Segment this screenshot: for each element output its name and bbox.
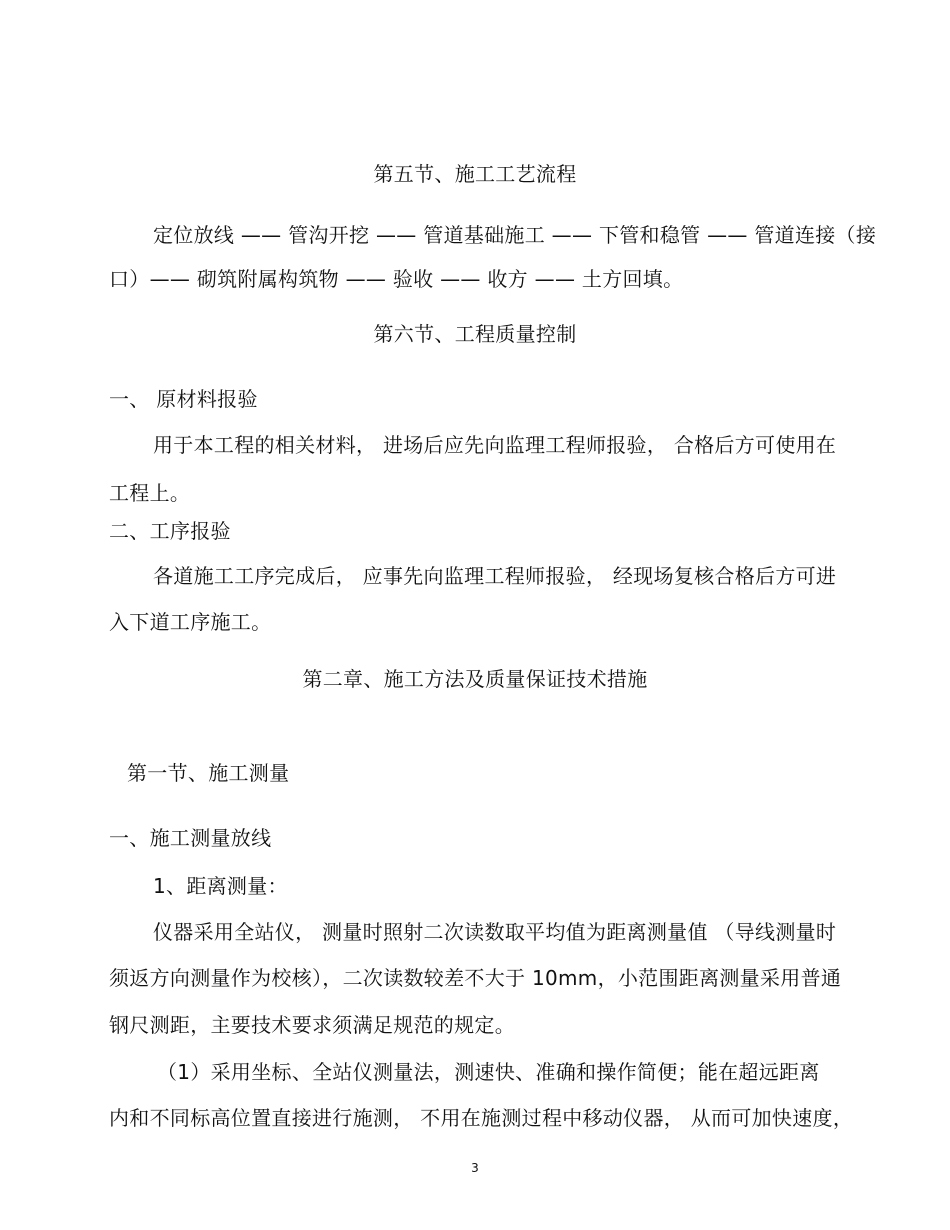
method-1-line-1: （1）采用坐标、全站仪测量法，测速快、准确和操作简便；能在超远距离 <box>157 1060 820 1084</box>
item-1-text-line-1: 用于本工程的相关材料， 进场后应先向监理工程师报验， 合格后方可使用在 <box>153 433 837 457</box>
item-1-text-line-2: 工程上。 <box>109 481 191 505</box>
distance-measure-heading: 1、距离测量： <box>153 874 288 898</box>
item-2-text-line-1: 各道施工工序完成后， 应事先向监理工程师报验， 经现场复核合格后方可进 <box>153 564 837 588</box>
section-6-title: 第六节、工程质量控制 <box>373 322 577 346</box>
chapter-2-title: 第二章、施工方法及质量保证技术措施 <box>302 667 648 691</box>
item-2-heading: 二、工序报验 <box>109 519 231 543</box>
item-1-heading: 一、 原材料报验 <box>109 387 258 411</box>
process-flow-line-1: 定位放线 —— 管沟开挖 —— 管道基础施工 —— 下管和稳管 —— 管道连接（接 <box>153 223 877 247</box>
survey-item-1-heading: 一、施工测量放线 <box>109 826 272 850</box>
section-5-title: 第五节、施工工艺流程 <box>373 162 577 186</box>
section-1-title: 第一节、施工测量 <box>127 761 290 785</box>
method-1-line-2: 内和不同标高位置直接进行施测， 不用在施测过程中移动仪器， 从而可加快速度， <box>109 1106 854 1130</box>
distance-text-line-2: 须返方向测量作为校核），二次读数较差不大于 10mm，小范围距离测量采用普通 <box>109 966 842 990</box>
distance-text-line-3: 钢尺测距，主要技术要求须满足规范的规定。 <box>109 1013 515 1037</box>
item-2-text-line-2: 入下道工序施工。 <box>109 610 272 634</box>
page-number: 3 <box>471 1161 479 1175</box>
process-flow-line-2: 口）—— 砌筑附属构筑物 —— 验收 —— 收方 —— 土方回填。 <box>109 267 684 291</box>
distance-text-line-1: 仪器采用全站仪， 测量时照射二次读数取平均值为距离测量值 （导线测量时 <box>153 920 837 944</box>
